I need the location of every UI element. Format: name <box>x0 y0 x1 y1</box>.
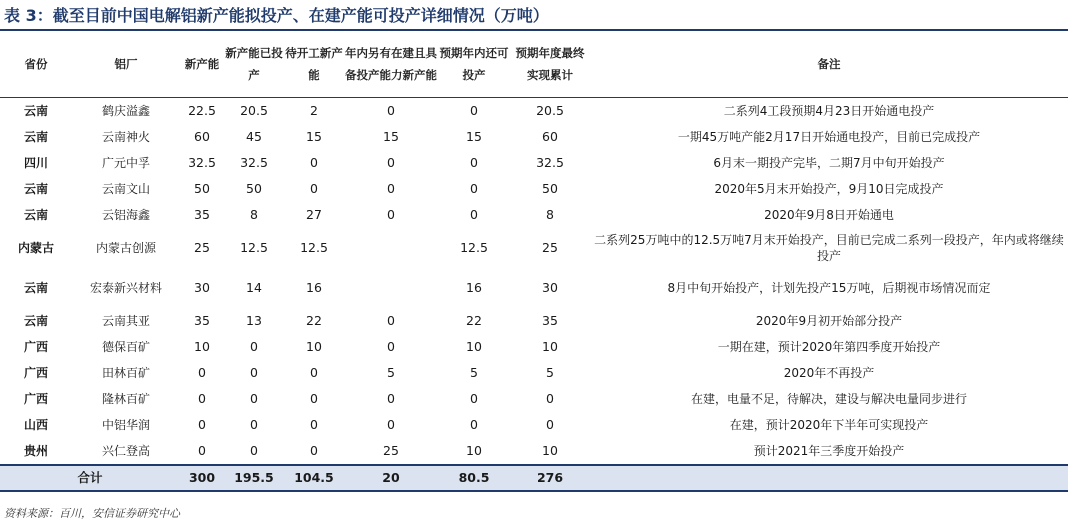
province-cell: 贵州 <box>23 444 48 458</box>
header-expected-restore: 预期年内还可投产 <box>439 46 509 82</box>
header-other-available: 年内另有在建且具备投产能力新产能 <box>345 46 437 82</box>
value-cell: 0 <box>470 391 478 406</box>
header-new-capacity: 新产能 <box>184 57 220 71</box>
province-cell: 云南 <box>23 104 48 118</box>
value-cell: 8 <box>546 207 554 222</box>
plant-cell: 云南文山 <box>101 182 150 196</box>
value-cell: 0 <box>310 365 318 380</box>
note-cell: 在建，电量不足，待解决，建设与解决电量同步进行 <box>690 392 967 406</box>
province-cell: 四川 <box>23 156 48 170</box>
value-cell: 0 <box>387 417 395 432</box>
value-cell: 22 <box>466 313 482 328</box>
note-cell: 2020年5月末开始投产，9月10日完成投产 <box>714 182 944 196</box>
plant-cell: 广元中孚 <box>101 156 150 170</box>
value-cell: 0 <box>387 391 395 406</box>
value-cell: 5 <box>546 365 554 380</box>
total-value-cell: 300 <box>180 465 224 491</box>
value-cell: 16 <box>466 280 482 295</box>
table-row <box>0 228 1068 268</box>
value-cell: 12.5 <box>300 240 328 255</box>
plant-cell: 德保百矿 <box>101 340 150 354</box>
value-cell: 0 <box>310 391 318 406</box>
value-cell: 35 <box>194 207 210 222</box>
value-cell <box>344 268 438 308</box>
total-label: 合计 <box>0 465 180 491</box>
note-cell: 2020年不再投产 <box>783 366 875 380</box>
note-cell: 一期45万吨产能2月17日开始通电投产，目前已完成投产 <box>677 130 981 144</box>
plant-cell: 宏泰新兴材料 <box>89 281 162 295</box>
note-cell: 一期在建，预计2020年第四季度开始投产 <box>717 340 941 354</box>
header-province: 省份 <box>24 57 48 71</box>
value-cell: 0 <box>387 181 395 196</box>
table-row <box>0 334 1068 360</box>
note-cell: 二系列4工段预期4月23日开始通电投产 <box>723 104 935 118</box>
value-cell: 8 <box>250 207 258 222</box>
value-cell: 0 <box>250 339 258 354</box>
value-cell: 10 <box>466 339 482 354</box>
value-cell: 32.5 <box>240 155 268 170</box>
total-row <box>0 465 1068 491</box>
province-cell: 山西 <box>23 418 48 432</box>
table-title: 表 3：截至目前中国电解铝新产能拟投产、在建产能可投产详细情况（万吨） <box>4 6 549 25</box>
province-cell: 广西 <box>23 340 48 354</box>
note-cell: 6月末一期投产完毕，二期7月中旬开始投产 <box>713 156 945 170</box>
value-cell: 0 <box>387 207 395 222</box>
total-value-cell: 104.5 <box>284 465 344 491</box>
value-cell: 12.5 <box>240 240 268 255</box>
value-cell: 14 <box>246 280 262 295</box>
value-cell: 50 <box>246 181 262 196</box>
value-cell: 0 <box>198 391 206 406</box>
value-cell: 0 <box>387 313 395 328</box>
header-pending: 待开工新产能 <box>285 46 343 82</box>
province-cell: 内蒙古 <box>17 241 54 255</box>
value-cell: 0 <box>310 417 318 432</box>
value-cell: 10 <box>306 339 322 354</box>
province-cell: 云南 <box>23 314 48 328</box>
value-cell: 13 <box>246 313 262 328</box>
value-cell: 32.5 <box>536 155 564 170</box>
table-row <box>0 412 1068 438</box>
plant-cell: 中铝华润 <box>101 418 150 432</box>
value-cell: 45 <box>246 129 262 144</box>
plant-cell: 田林百矿 <box>101 366 150 380</box>
province-cell: 广西 <box>23 392 48 406</box>
value-cell: 25 <box>542 240 558 255</box>
value-cell: 22.5 <box>188 103 216 118</box>
value-cell: 10 <box>194 339 210 354</box>
value-cell: 0 <box>250 391 258 406</box>
table-row <box>0 386 1068 412</box>
value-cell: 0 <box>250 443 258 458</box>
value-cell: 60 <box>194 129 210 144</box>
value-cell: 60 <box>542 129 558 144</box>
note-cell: 二系列25万吨中的12.5万吨7月末开始投产，目前已完成二系列一段投产，年内或将继续投产 <box>594 233 1064 263</box>
value-cell: 2 <box>310 103 318 118</box>
plant-cell: 兴仁登高 <box>101 444 150 458</box>
value-cell: 0 <box>310 443 318 458</box>
province-cell: 云南 <box>23 208 48 222</box>
table-row <box>0 438 1068 465</box>
value-cell: 12.5 <box>460 240 488 255</box>
value-cell: 0 <box>198 443 206 458</box>
province-cell: 广西 <box>23 366 48 380</box>
province-cell: 云南 <box>23 130 48 144</box>
plant-cell: 鹤庆溢鑫 <box>101 104 150 118</box>
value-cell: 5 <box>470 365 478 380</box>
note-cell: 预计2021年三季度开始投产 <box>753 444 905 458</box>
header-row <box>0 31 1068 98</box>
table-row <box>0 176 1068 202</box>
value-cell: 10 <box>542 443 558 458</box>
value-cell: 25 <box>383 443 399 458</box>
note-cell: 2020年9月初开始部分投产 <box>755 314 903 328</box>
source-note: 资料来源：百川，安信证券研究中心 <box>4 507 180 520</box>
header-new-in-production: 新产能已投产 <box>225 46 283 82</box>
value-cell: 15 <box>383 129 399 144</box>
value-cell: 0 <box>198 417 206 432</box>
value-cell: 50 <box>194 181 210 196</box>
value-cell: 0 <box>387 155 395 170</box>
total-value-cell: 20 <box>344 465 438 491</box>
header-cumulative: 预期年度最终实现累计 <box>515 46 585 82</box>
value-cell: 20.5 <box>536 103 564 118</box>
value-cell: 0 <box>250 417 258 432</box>
value-cell: 15 <box>466 129 482 144</box>
note-cell: 8月中旬开始投产，计划先投产15万吨，后期视市场情况而定 <box>667 281 991 295</box>
plant-cell: 隆林百矿 <box>101 392 150 406</box>
value-cell: 30 <box>194 280 210 295</box>
value-cell: 10 <box>542 339 558 354</box>
plant-cell: 云南其亚 <box>101 314 150 328</box>
value-cell: 0 <box>198 365 206 380</box>
total-value-cell: 80.5 <box>438 465 510 491</box>
value-cell: 0 <box>470 207 478 222</box>
capacity-table <box>0 31 1068 492</box>
value-cell: 0 <box>387 103 395 118</box>
value-cell: 32.5 <box>188 155 216 170</box>
value-cell: 0 <box>250 365 258 380</box>
value-cell: 0 <box>546 391 554 406</box>
value-cell: 16 <box>306 280 322 295</box>
value-cell: 20.5 <box>240 103 268 118</box>
province-cell: 云南 <box>23 281 48 295</box>
value-cell: 0 <box>387 339 395 354</box>
value-cell: 27 <box>306 207 322 222</box>
header-plant: 铝厂 <box>114 57 138 71</box>
value-cell: 25 <box>194 240 210 255</box>
value-cell: 15 <box>306 129 322 144</box>
value-cell: 5 <box>387 365 395 380</box>
value-cell: 0 <box>310 181 318 196</box>
table-row <box>0 360 1068 386</box>
value-cell: 0 <box>470 417 478 432</box>
value-cell: 22 <box>306 313 322 328</box>
province-cell: 云南 <box>23 182 48 196</box>
total-value-cell: 195.5 <box>224 465 284 491</box>
plant-cell: 云铝海鑫 <box>101 208 150 222</box>
value-cell: 10 <box>466 443 482 458</box>
value-cell: 35 <box>194 313 210 328</box>
table-row <box>0 202 1068 228</box>
value-cell: 35 <box>542 313 558 328</box>
table-row <box>0 98 1068 125</box>
header-note: 备注 <box>817 57 841 71</box>
table-row <box>0 150 1068 176</box>
value-cell: 0 <box>310 155 318 170</box>
note-cell: 在建，预计2020年下半年可实现投产 <box>729 418 929 432</box>
table-row <box>0 308 1068 334</box>
table-row <box>0 124 1068 150</box>
value-cell: 50 <box>542 181 558 196</box>
plant-cell: 云南神火 <box>101 130 150 144</box>
value-cell: 0 <box>470 155 478 170</box>
total-note-cell <box>590 465 1068 491</box>
value-cell: 0 <box>470 103 478 118</box>
table-row <box>0 268 1068 308</box>
value-cell <box>344 228 438 268</box>
value-cell: 0 <box>546 417 554 432</box>
total-value-cell: 276 <box>510 465 590 491</box>
note-cell: 2020年9月8日开始通电 <box>764 208 894 222</box>
plant-cell: 内蒙古创源 <box>95 241 156 255</box>
value-cell: 0 <box>470 181 478 196</box>
value-cell: 30 <box>542 280 558 295</box>
